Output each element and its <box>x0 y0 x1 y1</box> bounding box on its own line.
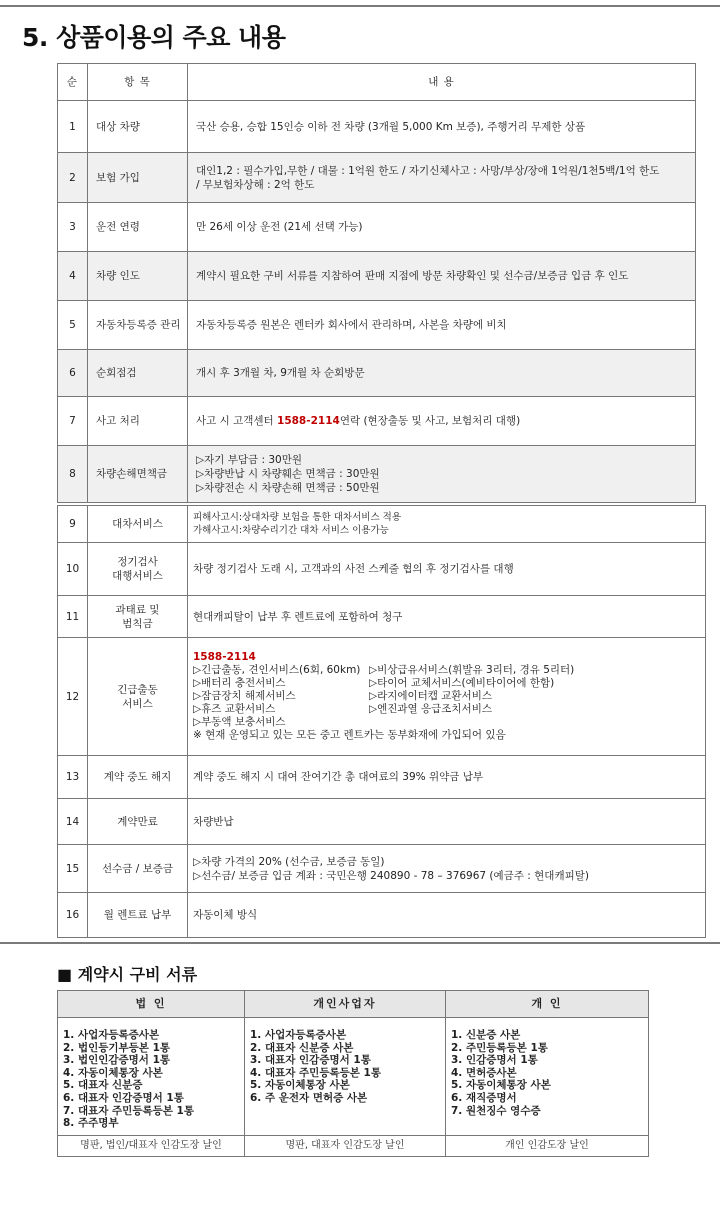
row-content <box>188 596 706 638</box>
row-item <box>88 638 188 756</box>
content-line: 자동차등록증 원본은 렌터카 회사에서 관리하며, 사본을 차량에 비치 <box>196 319 507 331</box>
row-content <box>188 543 706 596</box>
table-row <box>58 252 696 301</box>
row-no: 2 <box>58 153 88 203</box>
service-item: ▷부동액 보충서비스 <box>193 716 286 728</box>
service-line <box>193 664 701 677</box>
service-item: ▷휴즈 교환서비스 <box>193 703 276 715</box>
sole-proprietor-docs <box>245 1018 446 1136</box>
table-row <box>58 301 696 350</box>
content-line: 차량반납 <box>193 815 234 828</box>
docs-title: ■ 계약시 구비 서류 <box>57 965 198 984</box>
table-row <box>58 543 706 596</box>
sole-proprietor-seal-note: 명판, 대표자 인감도장 날인 <box>245 1136 446 1157</box>
row-no: 10 <box>58 543 88 596</box>
row-no: 14 <box>58 799 88 845</box>
doc-item: 6. 주 운전자 면허증 사본 <box>250 1091 368 1104</box>
row-no: 8 <box>58 446 88 503</box>
required-documents-table <box>57 990 649 1157</box>
row-no: 16 <box>58 893 88 938</box>
row-content <box>188 845 706 893</box>
row-content <box>188 153 696 203</box>
row-no: 13 <box>58 756 88 799</box>
doc-item: 3. 인감증명서 1통 <box>451 1054 538 1067</box>
call-center-phone: 1588-2114 <box>277 415 340 427</box>
content-line: ▷차량 가격의 20% (선수금, 보증금 동일) <box>193 855 385 868</box>
content-line: 대인1,2 : 필수가입,무한 / 대물 : 1억원 한도 / 자기신체사고 : 사망/부상/장애 1억원/1천5백/1억 한도 <box>196 164 660 177</box>
row-content <box>188 301 696 350</box>
row-content <box>188 101 696 153</box>
row-no: 4 <box>58 252 88 301</box>
row-no: 6 <box>58 350 88 397</box>
table-row <box>58 799 706 845</box>
doc-item: 2. 대표자 신분증 사본 <box>250 1041 354 1054</box>
row-item <box>88 799 188 845</box>
service-line <box>193 716 701 729</box>
row-content <box>188 446 696 503</box>
row-content <box>188 252 696 301</box>
doc-item: 7. 원천징수 영수증 <box>451 1104 541 1117</box>
table-row <box>58 203 696 252</box>
content-line: ▷차량반납 시 차량훼손 면책금 : 30만원 <box>196 468 380 480</box>
doc-item: 1. 신분증 사본 <box>451 1029 521 1041</box>
doc-item: 3. 대표자 인감증명서 1통 <box>250 1054 371 1067</box>
item-line: 대행서비스 <box>112 570 163 582</box>
row-item: 보험 가입 <box>88 153 188 203</box>
doc-item: 2. 법인등기부등본 1통 <box>63 1041 171 1054</box>
content-line: 국산 승용, 승합 15인승 이하 전 차량 (3개월 5,000 Km 보증), 주행거리 무제한 상품 <box>196 120 586 133</box>
service-item: ▷비상급유서비스(휘발유 3리터, 경유 5리터) <box>369 664 575 676</box>
content-line: 개시 후 3개월 차, 9개월 차 순회방문 <box>196 367 365 379</box>
corporation-seal-note: 명판, 법인/대표자 인감도장 날인 <box>58 1136 245 1157</box>
content-line: ▷차량전손 시 차량손해 면책금 : 50만원 <box>196 482 380 494</box>
docs-header-row <box>58 991 649 1018</box>
header-corporation: 법 인 <box>58 991 245 1018</box>
item-line: 서비스 <box>122 697 153 710</box>
table-row <box>58 845 706 893</box>
section-divider <box>0 942 720 944</box>
content-text: 연락 (현장출동 및 사고, 보험처리 대행) <box>339 415 521 427</box>
service-line <box>193 690 701 703</box>
service-item: ▷배터리 충전서비스 <box>193 677 286 689</box>
item-line: 계약 중도 해지 <box>103 771 172 783</box>
row-content <box>188 506 706 543</box>
table-row <box>58 397 696 446</box>
content-line: 자동이체 방식 <box>193 909 258 921</box>
row-item: 자동차등록증 관리 <box>88 301 188 350</box>
row-no: 15 <box>58 845 88 893</box>
content-line: 현대캐피탈이 납부 후 렌트료에 포함하여 청구 <box>193 610 403 623</box>
table-row <box>58 638 706 756</box>
row-content <box>188 893 706 938</box>
docs-list-row <box>58 1018 649 1136</box>
content-line: 계약시 필요한 구비 서류를 지참하여 판매 지점에 방문 차량확인 및 선수금/보증금 입금 후 인도 <box>196 270 629 282</box>
item-line: 월 렌트료 납부 <box>103 909 172 921</box>
content-line: 계약 중도 해지 시 대여 잔여기간 총 대여료의 39% 위약금 납부 <box>193 771 484 783</box>
row-content <box>188 203 696 252</box>
row-item: 차량손해면책금 <box>88 446 188 503</box>
service-item: ▷엔진과열 응급조치서비스 <box>369 703 492 715</box>
row-content <box>188 756 706 799</box>
doc-item: 4. 면허증사본 <box>451 1066 517 1079</box>
doc-item: 4. 자동이체통장 사본 <box>63 1066 163 1079</box>
service-line <box>193 677 701 690</box>
doc-item: 6. 대표자 인감증명서 1통 <box>63 1091 184 1104</box>
doc-item: 3. 법인인감증명서 1통 <box>63 1054 171 1067</box>
row-item <box>88 756 188 799</box>
item-line: 정기검사 <box>117 556 158 568</box>
doc-item: 4. 대표자 주민등록등본 1통 <box>250 1066 381 1079</box>
row-item: 순회점검 <box>88 350 188 397</box>
content-line: ▷자기 부담금 : 30만원 <box>196 454 302 466</box>
row-item <box>88 506 188 543</box>
row-content <box>188 350 696 397</box>
doc-item: 2. 주민등록등본 1통 <box>451 1041 548 1054</box>
doc-item: 7. 대표자 주민등록등본 1통 <box>63 1104 194 1117</box>
row-content <box>188 799 706 845</box>
row-content <box>188 638 706 756</box>
doc-item: 5. 자동이체통장 사본 <box>250 1079 350 1092</box>
row-no: 11 <box>58 596 88 638</box>
item-line: 긴급출동 <box>117 683 158 696</box>
corporation-docs <box>58 1018 245 1136</box>
row-item <box>88 596 188 638</box>
individual-seal-note: 개인 인감도장 날인 <box>446 1136 649 1157</box>
item-line: 선수금 / 보증금 <box>101 862 174 875</box>
service-line <box>193 703 701 716</box>
row-no: 5 <box>58 301 88 350</box>
content-line: / 무보험차상해 : 2억 한도 <box>196 178 315 191</box>
table-row <box>58 596 706 638</box>
service-note: ※ 현재 운영되고 있는 모든 중고 렌트카는 동부화재에 가입되어 있음 <box>193 729 506 741</box>
item-line: 범칙금 <box>122 617 153 630</box>
doc-item: 1. 사업자등록증사본 <box>63 1029 160 1041</box>
row-item <box>88 543 188 596</box>
table-row <box>58 446 696 503</box>
table-row <box>58 506 706 543</box>
item-line: 과태료 및 <box>115 603 160 616</box>
doc-item: 8. 주주명부 <box>63 1117 119 1130</box>
row-item: 대상 차량 <box>88 101 188 153</box>
table-header-row <box>58 64 696 101</box>
table-row <box>58 101 696 153</box>
row-item <box>88 893 188 938</box>
row-content <box>188 397 696 446</box>
header-no: 순 <box>58 64 88 101</box>
row-item: 운전 연령 <box>88 203 188 252</box>
service-item: ▷잠금장치 해제서비스 <box>193 690 296 702</box>
row-no: 1 <box>58 101 88 153</box>
service-item: ▷라지에이터캡 교환서비스 <box>369 690 492 702</box>
table-row <box>58 893 706 938</box>
section-title: 5. 상품이용의 주요 내용 <box>22 23 286 52</box>
content-line: 만 26세 이상 운전 (21세 선택 가능) <box>196 221 363 233</box>
row-no: 7 <box>58 397 88 446</box>
content-line: 피해사고시:상대차량 보험을 통한 대차서비스 적용 <box>193 512 401 523</box>
service-item: ▷타이어 교체서비스(예비타이어에 한함) <box>369 677 555 689</box>
table-row <box>58 153 696 203</box>
header-item: 항 목 <box>88 64 188 101</box>
content-text: 사고 시 고객센터 <box>196 415 278 427</box>
docs-seal-row <box>58 1136 649 1157</box>
doc-item: 1. 사업자등록증사본 <box>250 1029 347 1041</box>
content-line: ▷선수금/ 보증금 입금 계좌 : 국민은행 240890 - 78 – 376967 (예금주 : 현대캐피탈) <box>193 869 589 882</box>
row-no: 12 <box>58 638 88 756</box>
main-terms-table <box>57 63 696 503</box>
table-row <box>58 756 706 799</box>
content-line: 가해사고시:차량수리기간 대차 서비스 이용가능 <box>193 525 389 536</box>
row-no: 3 <box>58 203 88 252</box>
row-no: 9 <box>58 506 88 543</box>
row-item: 차량 인도 <box>88 252 188 301</box>
table-row <box>58 350 696 397</box>
header-individual: 개 인 <box>446 991 649 1018</box>
header-sole-proprietor: 개인사업자 <box>245 991 446 1018</box>
item-line: 대차서비스 <box>112 518 163 530</box>
emergency-phone: 1588-2114 <box>193 651 256 663</box>
doc-item: 5. 대표자 신분증 <box>63 1079 143 1092</box>
top-divider <box>0 5 720 7</box>
service-terms-table <box>57 505 706 938</box>
service-item: ▷긴급출동, 견인서비스(6회, 60km) <box>193 664 361 676</box>
doc-item: 6. 재직증명서 <box>451 1091 517 1104</box>
item-line: 계약만료 <box>117 815 158 828</box>
doc-item: 5. 자동이체통장 사본 <box>451 1079 551 1092</box>
header-content: 내 용 <box>188 64 696 101</box>
row-item: 사고 처리 <box>88 397 188 446</box>
row-item <box>88 845 188 893</box>
individual-docs <box>446 1018 649 1136</box>
content-line: 차량 정기검사 도래 시, 고객과의 사전 스케줄 협의 후 정기검사를 대행 <box>193 563 514 575</box>
